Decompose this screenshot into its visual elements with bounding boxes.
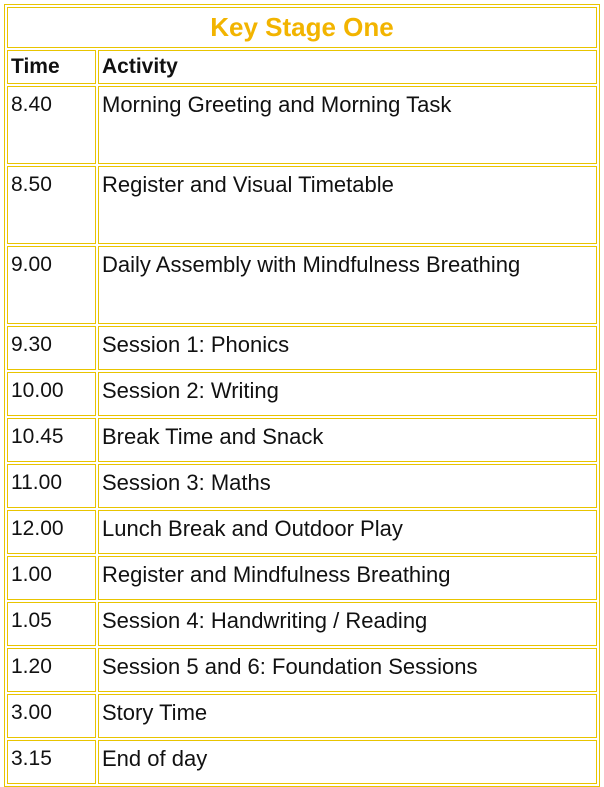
activity-header: Activity	[98, 50, 597, 84]
activity-cell: Session 5 and 6: Foundation Sessions	[98, 648, 597, 692]
time-cell: 3.15	[7, 740, 96, 784]
time-cell: 10.00	[7, 372, 96, 416]
table-row	[7, 510, 597, 554]
table-row	[7, 694, 597, 738]
activity-cell: Story Time	[98, 694, 597, 738]
activity-cell: Daily Assembly with Mindfulness Breathing	[98, 246, 597, 324]
activity-cell: Session 2: Writing	[98, 372, 597, 416]
time-cell: 8.40	[7, 86, 96, 164]
activity-cell: Register and Visual Timetable	[98, 166, 597, 244]
table-row	[7, 464, 597, 508]
time-cell: 10.45	[7, 418, 96, 462]
title-row	[7, 7, 597, 48]
activity-cell: Lunch Break and Outdoor Play	[98, 510, 597, 554]
time-cell: 8.50	[7, 166, 96, 244]
time-cell: 3.00	[7, 694, 96, 738]
table-row	[7, 86, 597, 164]
table-row	[7, 556, 597, 600]
activity-cell: Morning Greeting and Morning Task	[98, 86, 597, 164]
table-row	[7, 648, 597, 692]
table-row	[7, 740, 597, 784]
time-cell: 12.00	[7, 510, 96, 554]
time-cell: 1.00	[7, 556, 96, 600]
table-row	[7, 246, 597, 324]
timetable	[4, 4, 600, 787]
header-row	[7, 50, 597, 84]
table-title: Key Stage One	[7, 7, 597, 48]
activity-cell: End of day	[98, 740, 597, 784]
table-row	[7, 602, 597, 646]
activity-cell: Session 4: Handwriting / Reading	[98, 602, 597, 646]
time-cell: 9.00	[7, 246, 96, 324]
time-header: Time	[7, 50, 96, 84]
table-row	[7, 326, 597, 370]
table-row	[7, 372, 597, 416]
activity-cell: Session 1: Phonics	[98, 326, 597, 370]
time-cell: 1.20	[7, 648, 96, 692]
activity-cell: Session 3: Maths	[98, 464, 597, 508]
time-cell: 1.05	[7, 602, 96, 646]
table-row	[7, 166, 597, 244]
activity-cell: Break Time and Snack	[98, 418, 597, 462]
time-cell: 11.00	[7, 464, 96, 508]
time-cell: 9.30	[7, 326, 96, 370]
table-row	[7, 418, 597, 462]
activity-cell: Register and Mindfulness Breathing	[98, 556, 597, 600]
